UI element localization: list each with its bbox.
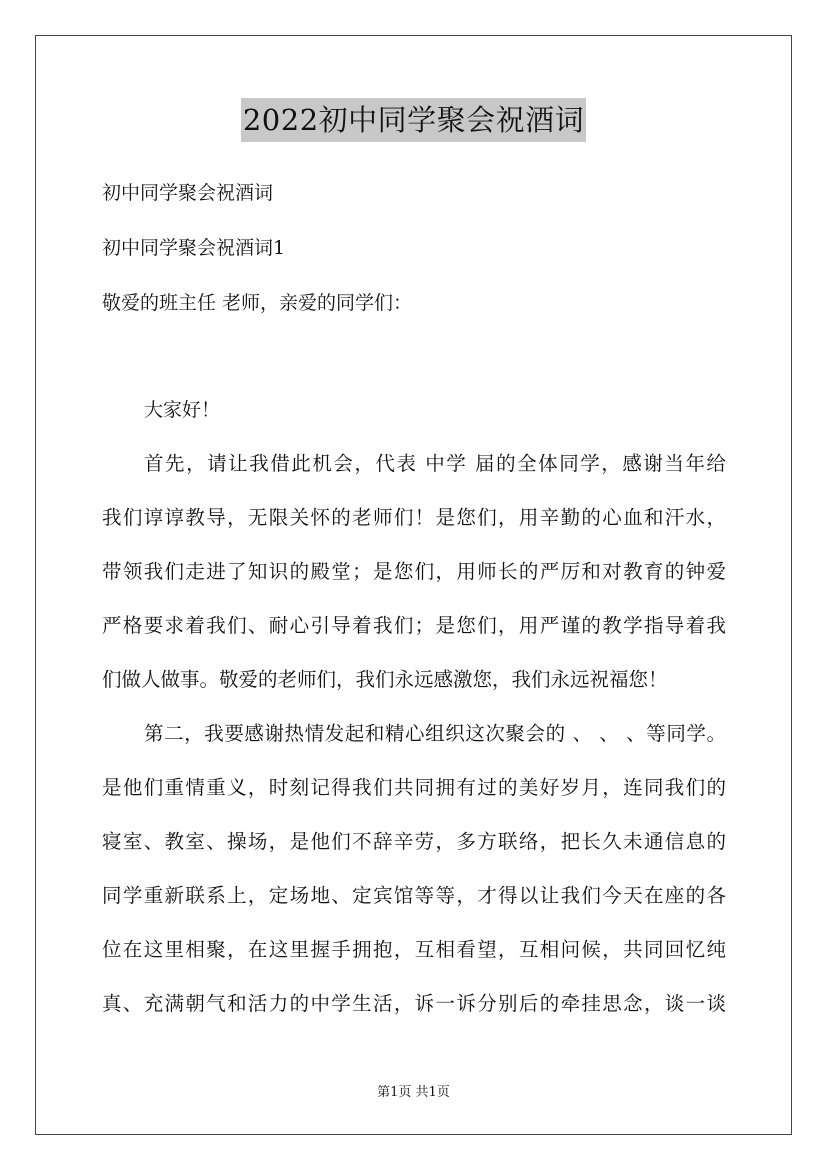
paragraph-line: 真、充满朝气和活力的中学生活，诉一诉分别后的牵挂思念，谈一谈 bbox=[102, 992, 726, 1015]
salutation: 敬爱的班主任 老师，亲爱的同学们： bbox=[102, 292, 413, 314]
paragraph-line: 们做人做事。敬爱的老师们，我们永远感激您，我们永远祝福您！ bbox=[102, 668, 668, 691]
paragraph-line: 同学重新联系上，定场地、定宾馆等等，才得以让我们今天在座的各 bbox=[102, 884, 726, 907]
paragraph-thanks-teachers bbox=[102, 452, 726, 722]
paragraph-line: 严格要求着我们、耐心引导着我们；是您们，用严谨的教学指导着我 bbox=[102, 614, 726, 637]
document-subtitle: 初中同学聚会祝酒词 bbox=[102, 182, 274, 204]
section-heading: 初中同学聚会祝酒词1 bbox=[102, 237, 286, 259]
paragraph-line: 位在这里相聚，在这里握手拥抱，互相看望，互相问候，共同回忆纯 bbox=[102, 938, 726, 961]
paragraph-line: 是他们重情重义，时刻记得我们共同拥有过的美好岁月，连同我们的 bbox=[102, 776, 726, 799]
paragraph-line: 首先，请让我借此机会，代表 中学 届的全体同学，感谢当年给 bbox=[144, 452, 726, 475]
title-container bbox=[0, 98, 827, 142]
paragraph-line: 寝室、教室、操场，是他们不辞辛劳，多方联络，把长久未通信息的 bbox=[102, 830, 726, 853]
paragraph-line: 我们谆谆教导，无限关怀的老师们！是您们，用辛勤的心血和汗水， bbox=[102, 506, 726, 529]
page-number-footer: 第1页 共1页 bbox=[377, 1085, 450, 1100]
paragraph-line: 带领我们走进了知识的殿堂；是您们，用师长的严厉和对教育的钟爱 bbox=[102, 560, 726, 583]
greeting: 大家好！ bbox=[144, 399, 221, 421]
document-title: 2022初中同学聚会祝酒词 bbox=[241, 98, 586, 142]
paragraph-thanks-organizers bbox=[102, 722, 726, 1046]
paragraph-line: 第二，我要感谢热情发起和精心组织这次聚会的 、 、 、等同学。 bbox=[144, 722, 726, 745]
